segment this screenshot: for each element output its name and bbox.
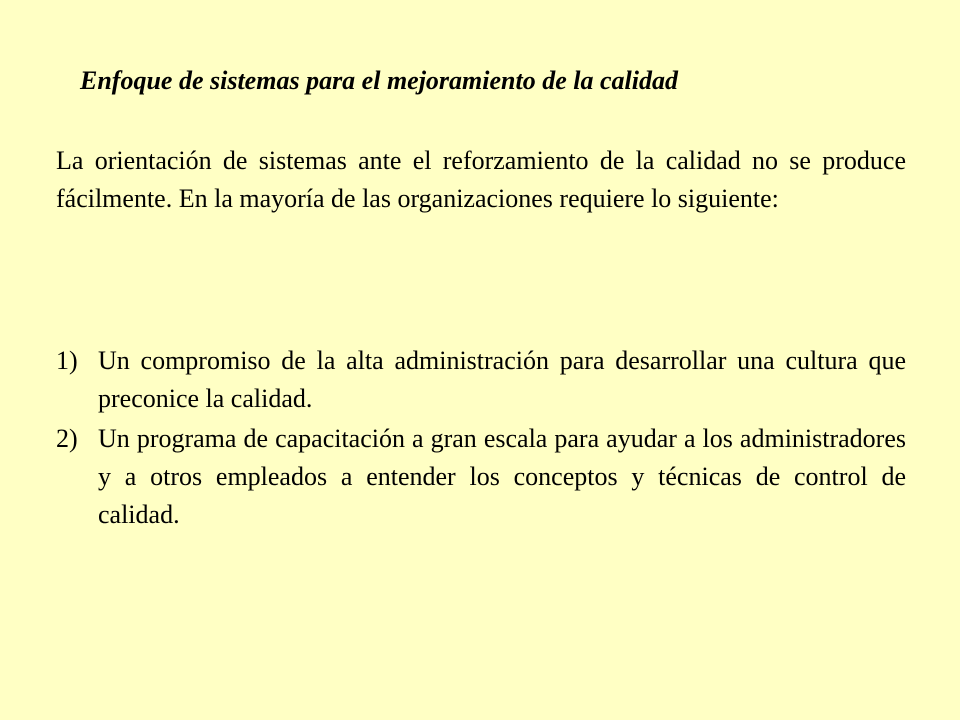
list-item-text: Un programa de capacitación a gran escala para ayudar a los administradores y a otros empleados a entender los conceptos y técnicas de control de calidad. — [98, 424, 906, 529]
requirements-list — [56, 342, 906, 536]
slide-title: Enfoque de sistemas para el mejoramiento de la calidad — [80, 66, 678, 95]
list-item-number: 2) — [56, 424, 78, 453]
list-item — [56, 420, 906, 534]
list-item — [56, 342, 906, 418]
list-item-number: 1) — [56, 346, 78, 375]
list-item-text: Un compromiso de la alta administración para desarrollar una cultura que preconice la calidad. — [98, 346, 906, 413]
intro-paragraph: La orientación de sistemas ante el reforzamiento de la calidad no se produce fácilmente. En la mayoría de las organizaciones requiere lo siguiente: — [56, 146, 906, 213]
